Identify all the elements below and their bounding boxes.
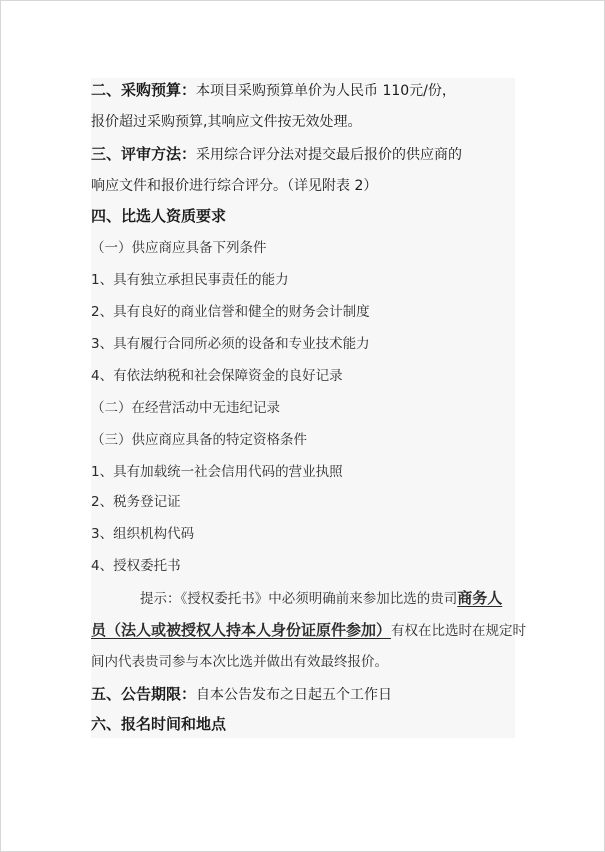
condition-item-4: 4、有依法纳税和社会保障资金的良好记录 [91,368,343,384]
condition-item-3: 3、具有履行合同所必须的设备和专业技术能力 [91,336,370,352]
review-text: 采用综合评分法对提交最后报价的供应商的 [196,147,463,163]
condition-item-1: 1、具有独立承担民事责任的能力 [91,272,289,288]
registration-heading: 六、报名时间和地点 [91,715,227,733]
qualification-heading: 四、比选人资质要求 [91,207,227,225]
notice-text-1: 提示：《授权委托书》中必须明确前来参加比选的贵司 [140,591,458,607]
condition-group-1: （一）供应商应具备下列条件 [91,240,267,256]
specific-item-4: 4、授权委托书 [91,558,181,574]
notice-emphasis-1: 商务人 [457,589,503,607]
notice-line-1 [140,588,502,609]
review-paragraph-line-2: 响应文件和报价进行综合评分。（详见附表 2） [91,178,378,194]
notice-line-3: 间内代表贵司参与本次比选并做出有效最终报价。 [91,654,388,670]
notice-text-2: 有权在比选时在规定时 [391,623,527,639]
document-body [91,78,527,738]
condition-item-2: 2、具有良好的商业信誉和健全的财务会计制度 [91,304,370,320]
budget-paragraph-line-1 [91,80,456,101]
condition-group-3: （三）供应商应具备的特定资格条件 [91,432,307,448]
notice-line-2 [91,620,526,641]
period-line [91,684,392,705]
review-paragraph-line-1 [91,144,462,165]
budget-heading: 二、采购预算： [91,81,197,99]
specific-item-1: 1、具有加载统一社会信用代码的营业执照 [91,464,343,480]
notice-emphasis-2: 员（法人或被授权人持本人身份证原件参加） [91,621,392,639]
period-text: 自本公告发布之日起五个工作日 [196,687,393,703]
specific-item-2: 2、税务登记证 [91,494,181,510]
budget-paragraph-line-2: 报价超过采购预算,其响应文件按无效处理。 [91,114,362,130]
budget-text: 本项目采购预算单价为人民币 110元/份， [196,83,456,99]
specific-item-3: 3、组织机构代码 [91,526,195,542]
period-heading: 五、公告期限： [91,685,197,703]
review-heading: 三、评审方法： [91,145,197,163]
condition-group-2: （二）在经营活动中无违纪记录 [91,400,280,416]
